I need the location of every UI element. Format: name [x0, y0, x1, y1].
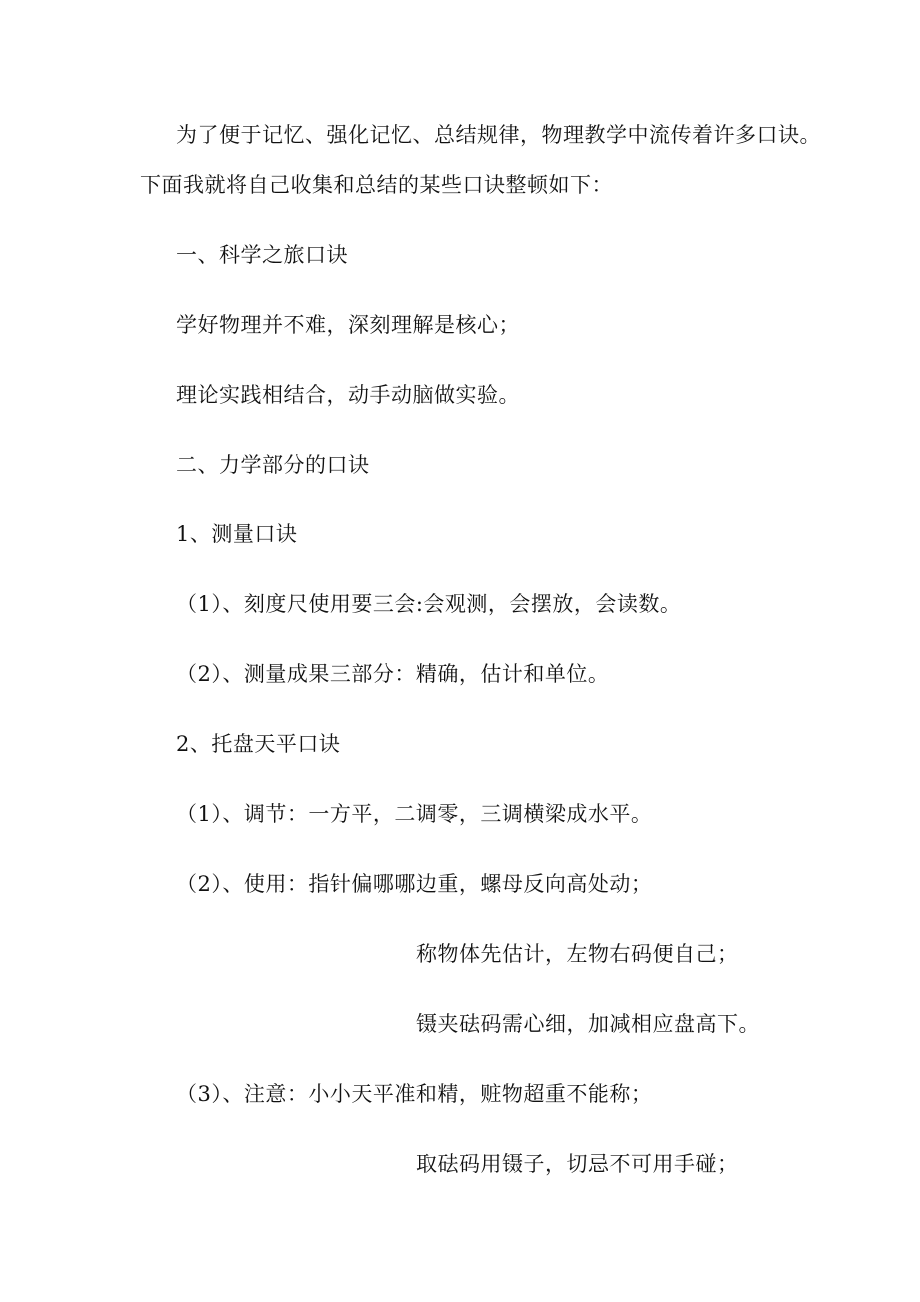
measurement-item-1: （1）、刻度尺使用要三会:会观测，会摆放，会读数。 — [176, 592, 682, 616]
intro-paragraph-line-1: 为了便于记忆、强化记忆、总结规律，物理教学中流传着许多口诀。 — [176, 123, 821, 147]
balance-item-caution-line-1: （3）、注意：小小天平准和精，赃物超重不能称； — [176, 1082, 653, 1106]
section-heading-science: 一、科学之旅口诀 — [176, 243, 348, 267]
subsection-heading-balance: 2、托盘天平口诀 — [176, 732, 341, 756]
balance-item-adjust: （1）、调节：一方平，二调零，三调横梁成水平。 — [176, 802, 653, 826]
subsection-heading-measurement: 1、测量口诀 — [176, 522, 298, 546]
science-verse-line-2: 理论实践相结合，动手动脑做实验。 — [176, 383, 520, 407]
science-verse-line-1: 学好物理并不难，深刻理解是核心； — [176, 313, 520, 337]
balance-item-use-line-3: 镊夹砝码需心细，加减相应盘高下。 — [416, 1012, 760, 1036]
section-heading-mechanics: 二、力学部分的口诀 — [176, 453, 370, 477]
measurement-item-2: （2）、测量成果三部分：精确，估计和单位。 — [176, 662, 610, 686]
intro-paragraph-line-2: 下面我就将自己收集和总结的某些口诀整顿如下： — [140, 173, 613, 197]
balance-item-caution-line-2: 取砝码用镊子，切忌不可用手碰； — [416, 1152, 739, 1176]
balance-item-use-line-2: 称物体先估计，左物右码便自己； — [416, 942, 739, 966]
balance-item-use-line-1: （2）、使用：指针偏哪哪边重，螺母反向高处动； — [176, 872, 653, 896]
